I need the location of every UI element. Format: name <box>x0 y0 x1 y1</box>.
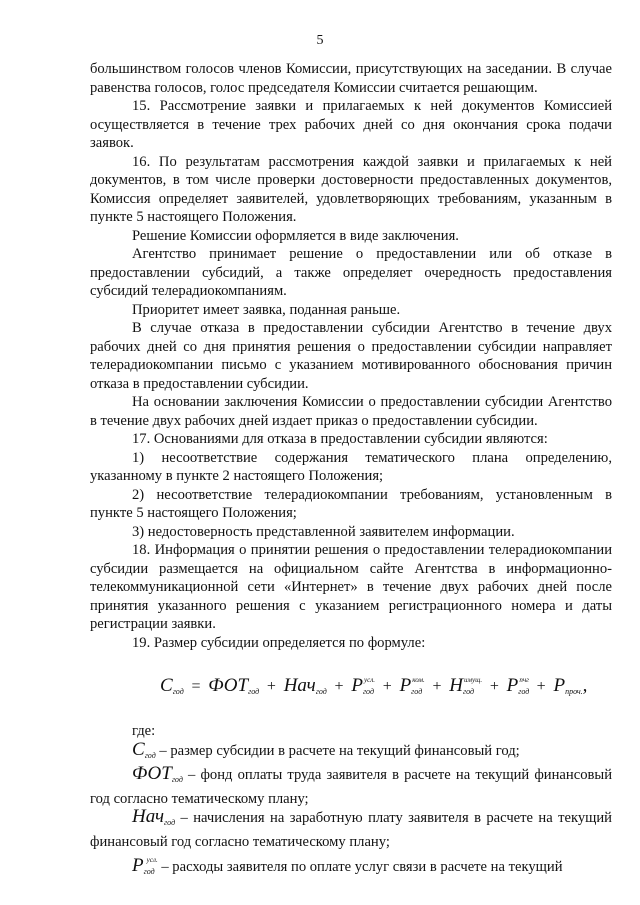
formula-h: Н <box>449 675 463 696</box>
formula-c: С <box>160 675 173 696</box>
formula-plus: + <box>382 678 392 695</box>
subsidy-formula <box>90 668 612 704</box>
formula-r3: Р <box>506 675 519 696</box>
formula-fot-sub: год <box>248 687 260 696</box>
def-r-text: – расходы заявителя по оплате услуг связи в расчете на текущий <box>157 859 563 875</box>
formula-r2-sup: ком. <box>412 676 425 684</box>
def-fot-symbol: ФОТ <box>132 763 172 784</box>
def-c-symbol: С <box>132 738 145 760</box>
formula-fot: ФОТ <box>208 675 249 696</box>
def-r-sub: год <box>143 867 155 876</box>
where-label: где: <box>132 723 156 739</box>
formula-r2: Р <box>399 675 412 696</box>
paragraph-18: 18. Информация о принятии решения о предоставлении телерадиокомпании субсидии размещается на официальном сайте Агентства в информационно-телекоммуникационной сети «Интернет» в течение двух рабочих дней после принятия указанного решения с указанием регистрационного номера и даты регистрации заявки. <box>90 542 612 632</box>
definition-r <box>90 851 612 882</box>
formula-r4: Р <box>553 675 566 696</box>
def-nach-symbol: Нач <box>132 806 165 827</box>
formula-c-sub: год <box>172 687 184 696</box>
paragraph-19: 19. Размер субсидии определяется по формуле: <box>132 634 426 651</box>
document-body <box>90 60 612 882</box>
definition-fot <box>90 765 612 808</box>
list-item: 1) несоответствие содержания тематического плана определению, указанному в пункте 2 настоящего Положения; <box>90 449 612 484</box>
paragraph: На основании заключения Комиссии о предоставлении субсидии Агентство в течение двух рабочих дней издает приказ о предоставлении субсидии. <box>90 394 612 429</box>
def-c-text: – размер субсидии в расчете на текущий финансовый год; <box>155 742 520 759</box>
paragraph-17: 17. Основаниями для отказа в предоставлении субсидии являются: <box>132 431 548 447</box>
def-c-sub: год <box>144 750 156 760</box>
paragraph: В случае отказа в предоставлении субсидии Агентство в течение двух рабочих дней со дня принятия решения о предоставлении субсидии направляет телерадиокомпании письмо с указанием мотивированного обоснования причин отказа в предоставлении субсидии. <box>90 320 612 392</box>
formula-plus: + <box>334 678 344 695</box>
formula-nach-sub: год <box>315 687 327 696</box>
paragraph: Решение Комиссии оформляется в виде заключения. <box>132 227 459 244</box>
list-item: 2) несоответствие телерадиокомпании требованиям, установленным в пункте 5 настоящего Положения; <box>90 486 612 521</box>
list-item: 3) недостоверность представленной заявителем информации. <box>132 523 515 540</box>
formula-r1-sup: усл. <box>364 676 376 684</box>
def-fot-sub: год <box>171 775 183 784</box>
paragraph: Агентство принимает решение о предоставлении или об отказе в предоставлении субсидий, а также определяет очередность предоставления субсидий телерадиокомпаниям. <box>90 246 612 299</box>
definition-c <box>90 738 612 766</box>
formula-plus: + <box>432 678 442 695</box>
formula-plus: + <box>536 678 546 695</box>
def-nach-sub: год <box>164 818 176 827</box>
paragraph: большинством голосов членов Комиссии, присутствующих на заседании. В случае равенства голосов, голос председателя Комиссии считается решающим. <box>90 61 612 96</box>
paragraph: Приоритет имеет заявка, поданная раньше. <box>132 301 401 318</box>
formula-plus: + <box>266 678 276 695</box>
formula-h-sub: год <box>462 687 475 696</box>
def-nach-text: – начисления на заработную плату заявителя в расчете на текущий финансовый год согласно тематическому плану; <box>90 810 612 850</box>
formula-nach: Нач <box>283 675 316 696</box>
paragraph-16: 16. По результатам рассмотрения каждой заявки и прилагаемых к ней документов, в том числе проверки достоверности предоставленных документов, Комиссия определяет заявителей, удовлетворяющих требованиям, указанным в пункте 5 настоящего Положения. <box>90 153 612 225</box>
formula-h-sup: имущ. <box>464 676 483 684</box>
formula-r4-sub: проч. <box>565 687 583 696</box>
paragraph-15: 15. Рассмотрение заявки и прилагаемых к ней документов Комиссией осуществляется в течение трех рабочих дней со дня окончания срока подачи заявок. <box>90 98 612 151</box>
def-r-sup: усл. <box>146 856 158 864</box>
formula-r1-sub: год <box>362 687 374 696</box>
formula-end: , <box>582 675 588 696</box>
page-number: 5 <box>316 33 324 48</box>
formula-plus: + <box>489 678 499 695</box>
definition-nach <box>90 808 612 851</box>
formula-r3-sup: пчг <box>519 676 529 684</box>
def-r-symbol: Р <box>132 855 144 876</box>
def-fot-text: – фонд оплаты труда заявителя в расчете на текущий финансовый год согласно тематическому плану; <box>90 767 612 807</box>
formula-r1: Р <box>351 675 363 696</box>
formula-r2-sub: год <box>411 687 423 696</box>
formula-r3-sub: год <box>518 687 530 696</box>
formula-equals: = <box>191 678 201 695</box>
